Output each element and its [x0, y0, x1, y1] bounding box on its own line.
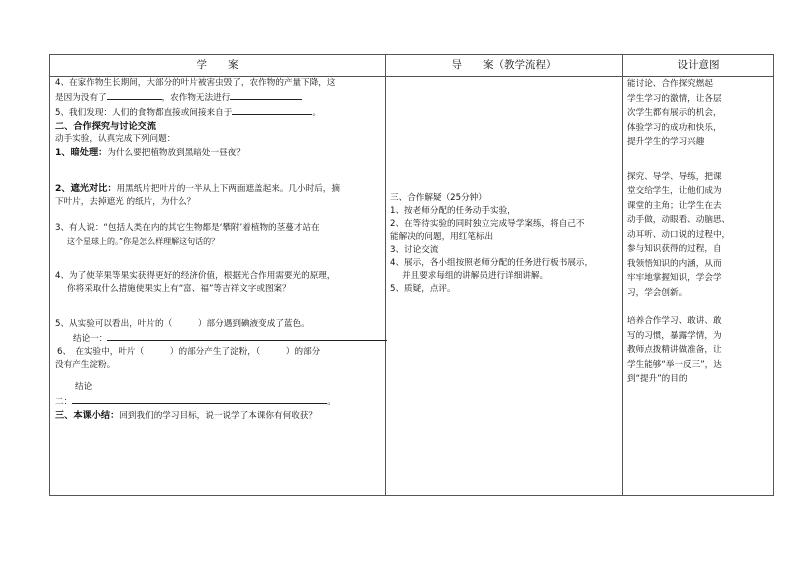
- answer-blank[interactable]: [107, 90, 162, 100]
- intent-line: 我领悟知识的内涵，从而: [627, 258, 722, 269]
- section-3: 三、本课小结：回到我们的学习目标，说一说学了本课你有何收获？: [55, 410, 317, 421]
- teaching-item-3: 3、讨论交流: [390, 245, 439, 255]
- step-1: 1、暗处理：为什么要把植物放到黑暗处一昼夜？: [55, 147, 245, 158]
- conclusion-2: 二： 。: [55, 394, 383, 409]
- intent-line: 写的习惯，暴露学情，为: [627, 330, 722, 341]
- experiment-intro: 动手实验，认真完成下列问题：: [55, 134, 176, 144]
- answer-blank[interactable]: [72, 394, 327, 404]
- q4-line1: 4、在家作物生长期间，大部分的叶片被害虫毁了，农作物的产量下降，这: [55, 78, 336, 88]
- intent-line: 提升学生的学习兴趣: [627, 137, 705, 147]
- design-intent-column: [627, 77, 772, 387]
- header-study-plan: 学 案: [196, 59, 239, 71]
- step-2: 2、遮光对比：用黑纸片把叶片的一半从上下两面遮盖起来。几小时后，摘: [55, 183, 340, 194]
- step-3: 3、有人说：“包括人类在内的其它生物都是‘攀附’着植物的茎蔓才站在: [55, 223, 320, 233]
- intent-line: 堂交给学生，让他们成为: [627, 186, 722, 196]
- conclusion-2-label: 结论: [75, 382, 93, 392]
- step-5: 5、从实验可以看出，叶片的（ ）部分遇到碘液变成了蓝色。: [55, 319, 310, 329]
- step-6: 6、 在实验中，叶片（ ）的部分产生了淀粉，（ ）的部分: [57, 347, 321, 357]
- answer-blank[interactable]: [107, 331, 387, 341]
- section-2-heading: 二、合作探究与讨论交流: [55, 121, 157, 132]
- teaching-item-2-line2: 能解决的问题，用红笔标出: [390, 232, 494, 242]
- conclusion-1: 结论一：: [55, 331, 383, 346]
- intent-line: 学生学习的激情，让各层: [627, 93, 722, 104]
- intent-line: 能讨论、合作探究燃起: [627, 79, 713, 89]
- lesson-plan-table: [49, 54, 774, 496]
- teaching-item-4-line2: 并且要求每组的讲解员进行详细讲解。: [402, 271, 549, 281]
- study-plan-column: [55, 77, 383, 423]
- intent-line: 牢牢地掌握知识，学会学: [627, 273, 722, 283]
- column-divider-1: [385, 55, 386, 495]
- step-4-line2: 你将采取什么措施使果实上有“富、福”等吉祥文字或图案？: [67, 284, 291, 294]
- intent-line: 培养合作学习、敢讲、敢: [627, 316, 722, 326]
- teaching-plan-column: [390, 192, 620, 296]
- teaching-item-4: 4、展示，各小组按照老师分配的任务进行板书展示，: [390, 258, 594, 268]
- intent-line: 探究、导学、导练，把课: [627, 171, 722, 182]
- answer-blank[interactable]: [230, 90, 302, 100]
- intent-line: 到“提升”的目的: [627, 374, 688, 384]
- step-3-line2: 这个星球上的。”你是怎么样理解这句话的？: [67, 237, 220, 246]
- intent-line: 动手做，动眼看、动脑思、: [627, 215, 731, 225]
- header-design-intent: 设计意图: [677, 59, 720, 71]
- intent-line: 教师点拨精讲做准备，让: [627, 345, 722, 355]
- intent-line: 课堂的主角；让学生在去: [627, 200, 722, 211]
- teaching-item-5: 5、质疑，点评。: [390, 284, 456, 294]
- intent-line: 次学生都有展示的机会，: [627, 108, 722, 118]
- step-2-line2: 下叶片，去掉遮光 的纸片，为什么？: [55, 197, 196, 207]
- answer-blank[interactable]: [232, 105, 312, 115]
- teaching-title: 三、合作解疑（25分钟）: [390, 193, 487, 203]
- step-6-line2: 没有产生淀粉。: [55, 360, 116, 370]
- header-teaching-plan: 导 案（教学流程）: [451, 59, 557, 71]
- intent-line: 学生能够“举一反三”，达: [627, 359, 722, 370]
- column-divider-2: [622, 55, 623, 495]
- intent-line: 参与知识获得的过程，自: [627, 244, 722, 254]
- q5-line: 5、我们发现：人们的食物都直接或间接来自于 。: [55, 105, 383, 120]
- intent-line: 动耳听、动口说的过程中，: [627, 229, 731, 240]
- intent-line: 体验学习的成功和快乐，: [627, 122, 722, 133]
- teaching-item-2: 2、在等待实验的同时独立完成导学案练，将自己不: [390, 219, 585, 229]
- q4-line2: 是因为没有了 ，农作物无法进行: [55, 90, 383, 105]
- teaching-item-1: 1、按老师分配的任务动手实验，: [390, 206, 516, 216]
- intent-line: 习，学会创新。: [627, 287, 688, 298]
- step-4: 4、为了使苹果等果实获得更好的经济价值，根据光合作用需要光的原理，: [55, 271, 336, 281]
